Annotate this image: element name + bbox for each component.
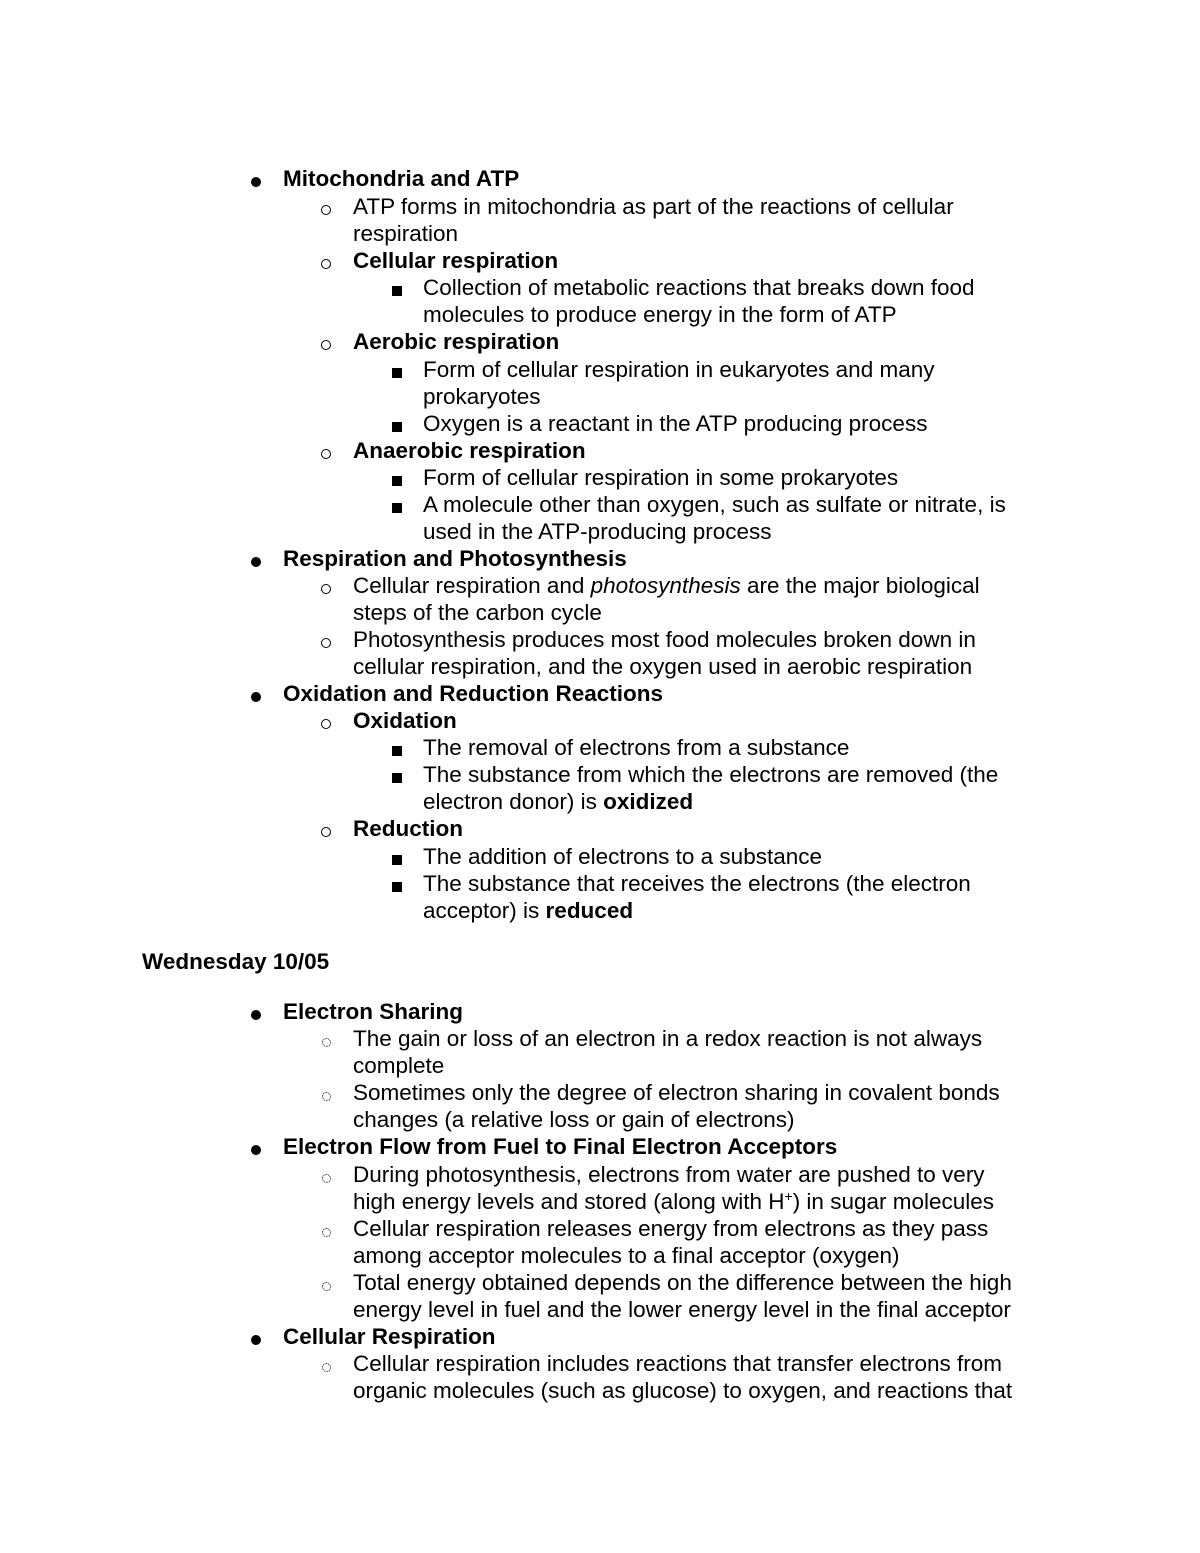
heading-mitochondria-atp: Mitochondria and ATP bbox=[283, 166, 520, 191]
bullet-disc-icon bbox=[246, 166, 266, 193]
date-heading: Wednesday 10/05 bbox=[142, 949, 330, 974]
bullet-circle-icon bbox=[316, 248, 336, 275]
list-item: Photosynthesis produces most food molecules broken down in bbox=[353, 627, 976, 652]
list-item: The removal of electrons from a substance bbox=[423, 735, 850, 760]
subheading-cellular-respiration: Cellular respiration bbox=[353, 248, 559, 273]
bullet-circle-icon bbox=[316, 816, 336, 843]
list-item: Total energy obtained depends on the difference between the high bbox=[353, 1270, 1012, 1295]
bullet-square-icon bbox=[387, 465, 407, 492]
list-item: ATP forms in mitochondria as part of the reactions of cellular bbox=[353, 194, 954, 219]
list-item-continuation bbox=[423, 788, 693, 815]
heading-oxidation-reduction: Oxidation and Reduction Reactions bbox=[283, 681, 664, 706]
list-item: The addition of electrons to a substance bbox=[423, 844, 823, 869]
list-item: The gain or loss of an electron in a redox reaction is not always bbox=[353, 1026, 983, 1051]
list-item: A molecule other than oxygen, such as sulfate or nitrate, is bbox=[423, 492, 1006, 517]
text-run: acceptor) is bbox=[423, 898, 546, 923]
bullet-dotted-circle-icon bbox=[316, 1162, 336, 1189]
bullet-disc-icon bbox=[246, 999, 266, 1026]
bold-term: reduced bbox=[545, 898, 634, 923]
heading-electron-flow: Electron Flow from Fuel to Final Electron Acceptors bbox=[283, 1134, 838, 1159]
heading-cellular-respiration: Cellular Respiration bbox=[283, 1324, 496, 1349]
bullet-square-icon bbox=[387, 357, 407, 384]
list-item: During photosynthesis, electrons from water are pushed to very bbox=[353, 1162, 985, 1187]
list-item: The substance that receives the electrons (the electron bbox=[423, 871, 971, 896]
bullet-dotted-circle-icon bbox=[316, 1026, 336, 1053]
bullet-square-icon bbox=[387, 735, 407, 762]
subheading-anaerobic-respiration: Anaerobic respiration bbox=[353, 438, 586, 463]
bullet-circle-icon bbox=[316, 573, 336, 600]
bullet-square-icon bbox=[387, 844, 407, 871]
bullet-square-icon bbox=[387, 411, 407, 438]
bullet-square-icon bbox=[387, 871, 407, 898]
bullet-circle-icon bbox=[316, 194, 336, 221]
bullet-disc-icon bbox=[246, 1134, 266, 1161]
bullet-disc-icon bbox=[246, 546, 266, 573]
list-item-continuation: changes (a relative loss or gain of electrons) bbox=[353, 1107, 795, 1132]
list-item: Sometimes only the degree of electron sharing in covalent bonds bbox=[353, 1080, 1000, 1105]
list-item: The substance from which the electrons are removed (the bbox=[423, 762, 999, 787]
subheading-reduction: Reduction bbox=[353, 816, 463, 841]
list-item-continuation: complete bbox=[353, 1053, 445, 1078]
list-item-continuation: among acceptor molecules to a final acceptor (oxygen) bbox=[353, 1243, 900, 1268]
text-run: ) in sugar molecules bbox=[792, 1189, 995, 1214]
list-item-continuation bbox=[353, 1188, 994, 1215]
superscript-plus: + bbox=[784, 1188, 793, 1204]
list-item: Cellular respiration includes reactions that transfer electrons from bbox=[353, 1351, 1003, 1376]
subheading-oxidation: Oxidation bbox=[353, 708, 457, 733]
bullet-square-icon bbox=[387, 492, 407, 519]
bullet-dotted-circle-icon bbox=[316, 1080, 336, 1107]
bullet-circle-icon bbox=[316, 329, 336, 356]
list-item-continuation: energy level in fuel and the lower energy level in the final acceptor bbox=[353, 1297, 1011, 1322]
bullet-square-icon bbox=[387, 275, 407, 302]
list-item-continuation: organic molecules (such as glucose) to oxygen, and reactions that bbox=[353, 1378, 1013, 1403]
bullet-disc-icon bbox=[246, 1324, 266, 1351]
bullet-dotted-circle-icon bbox=[316, 1270, 336, 1297]
list-item-continuation bbox=[423, 897, 633, 924]
list-item: Form of cellular respiration in some prokaryotes bbox=[423, 465, 899, 490]
heading-respiration-photosynthesis: Respiration and Photosynthesis bbox=[283, 546, 627, 571]
italic-term: photosynthesis bbox=[590, 573, 741, 598]
list-item-continuation: molecules to produce energy in the form of ATP bbox=[423, 302, 897, 327]
bullet-dotted-circle-icon bbox=[316, 1351, 336, 1378]
bold-term: oxidized bbox=[603, 789, 694, 814]
bullet-dotted-circle-icon bbox=[316, 1216, 336, 1243]
list-item-continuation: cellular respiration, and the oxygen used in aerobic respiration bbox=[353, 654, 973, 679]
list-item-continuation: steps of the carbon cycle bbox=[353, 600, 602, 625]
subheading-aerobic-respiration: Aerobic respiration bbox=[353, 329, 560, 354]
list-item: Form of cellular respiration in eukaryotes and many bbox=[423, 357, 935, 382]
list-item-continuation: used in the ATP-producing process bbox=[423, 519, 772, 544]
bullet-square-icon bbox=[387, 762, 407, 789]
list-item: Collection of metabolic reactions that breaks down food bbox=[423, 275, 975, 300]
list-item: Oxygen is a reactant in the ATP producing process bbox=[423, 411, 928, 436]
text-run: electron donor) is bbox=[423, 789, 604, 814]
bullet-circle-icon bbox=[316, 708, 336, 735]
heading-electron-sharing: Electron Sharing bbox=[283, 999, 464, 1024]
list-item-continuation: prokaryotes bbox=[423, 384, 541, 409]
bullet-circle-icon bbox=[316, 438, 336, 465]
bullet-disc-icon bbox=[246, 681, 266, 708]
text-run: high energy levels and stored (along with H bbox=[353, 1189, 785, 1214]
list-item-continuation: respiration bbox=[353, 221, 459, 246]
text-run: are the major biological bbox=[740, 573, 980, 598]
text-run: Cellular respiration and bbox=[353, 573, 591, 598]
list-item bbox=[353, 572, 980, 599]
bullet-circle-icon bbox=[316, 627, 336, 654]
list-item: Cellular respiration releases energy from electrons as they pass bbox=[353, 1216, 989, 1241]
